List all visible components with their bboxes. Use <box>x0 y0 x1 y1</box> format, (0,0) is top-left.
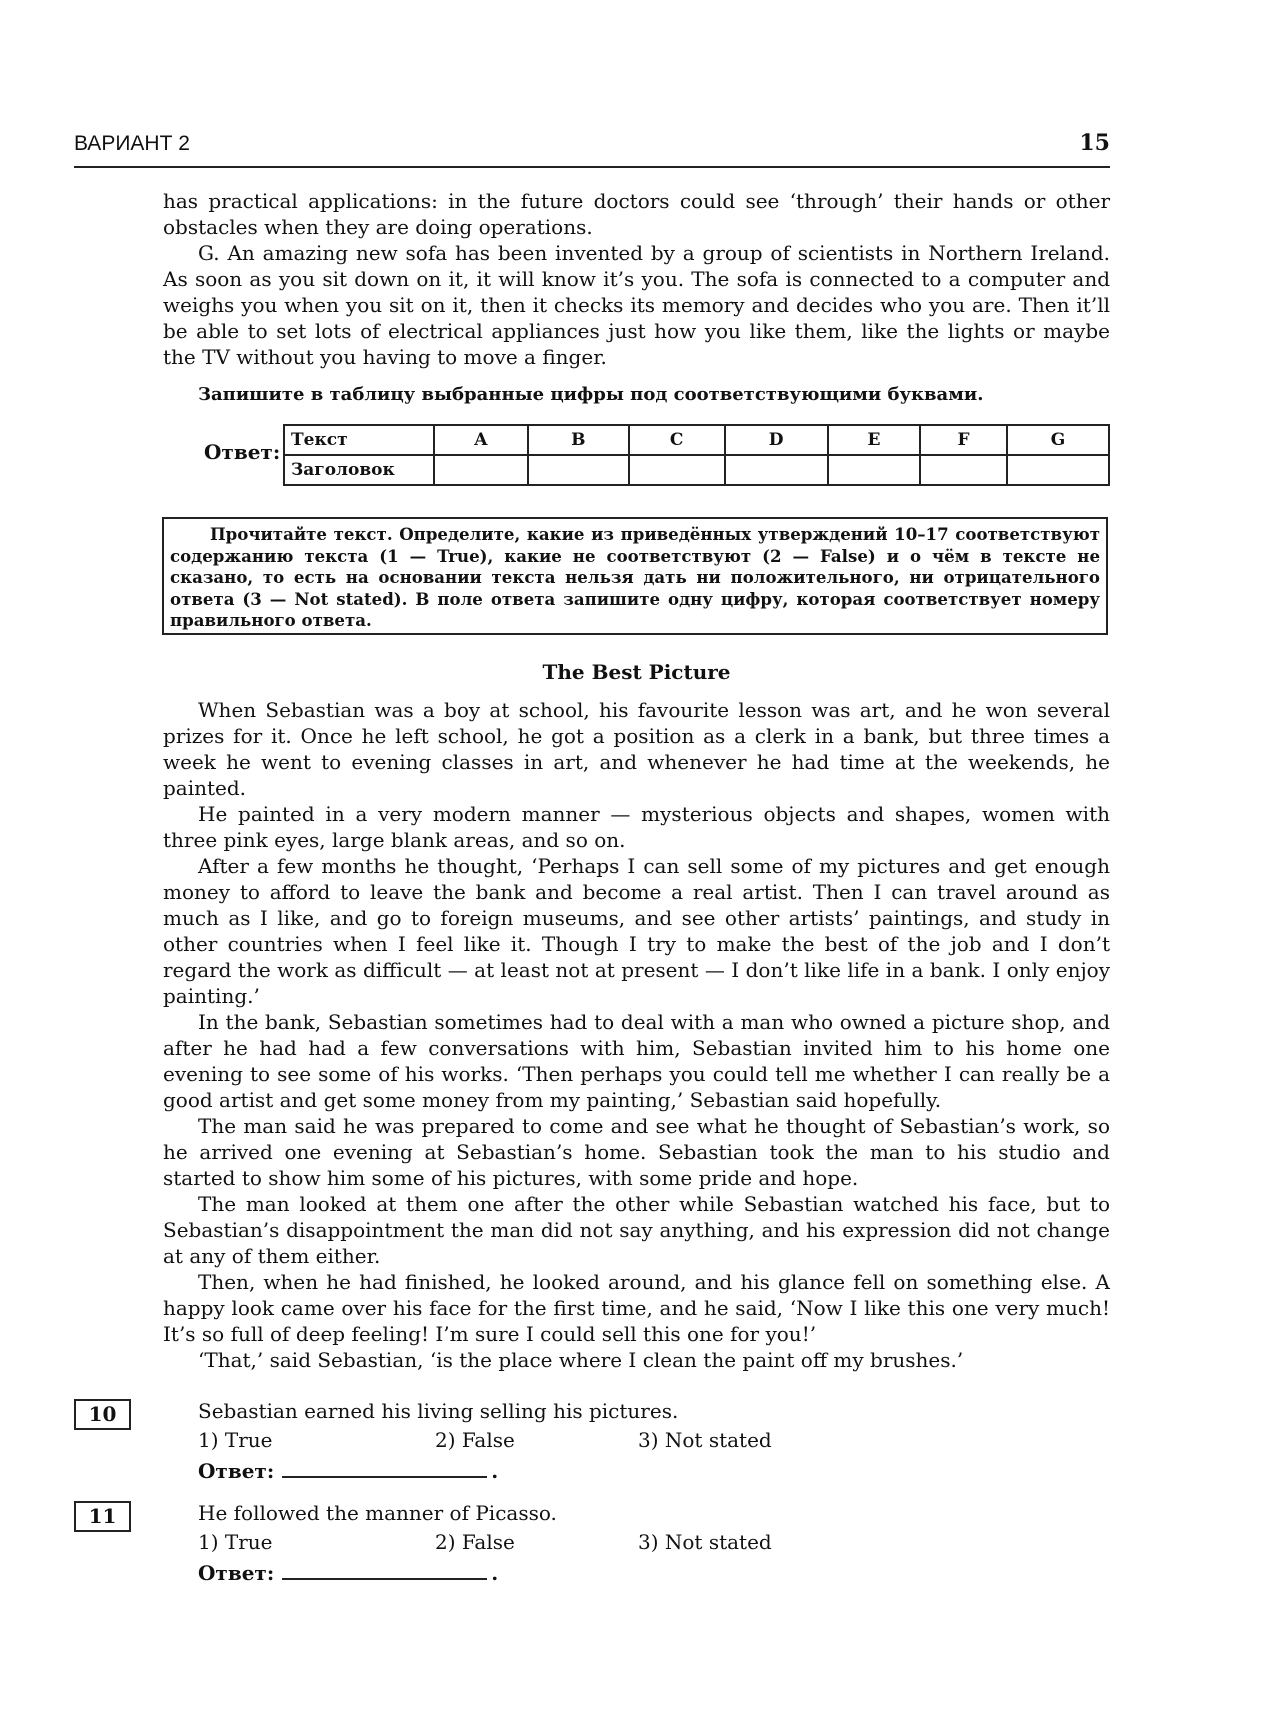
answer-end: . <box>491 1459 499 1483</box>
paragraph-g: G. An amazing new sofa has been invented by a group of scientists in Northern Ireland. As soon as you sit down on it, it will know it’s you. The sofa is connected to a computer and weighs you when you sit on it, then it checks its memory and decides who you are. Then it’ll be able to set lots of electrical appliances just how you like them, like the lights or maybe the TV without you having to move a finger. <box>163 241 1110 369</box>
question-number-10: 10 <box>74 1399 131 1430</box>
answer-cell-c[interactable] <box>629 455 725 485</box>
story-paragraph: After a few months he thought, ‘Perhaps I can sell some of my pictures and get enough money to afford to leave the bank and become a real artist. Then I can travel around as much as I like, and go to foreign museums, and see other artists’ paintings, and study in other countries when I feel like it. Though I try to make the best of the job and I don’t regard the work as difficult — at least not at present — I don’t like life in a bank. I only enjoy painting.’ <box>163 854 1110 1008</box>
option-true[interactable]: 1) True <box>198 1530 273 1554</box>
option-not-stated[interactable]: 3) Not stated <box>638 1530 772 1554</box>
continuation-text <box>163 188 1110 370</box>
story-paragraph: The man looked at them one after the other while Sebastian watched his face, but to Sebastian’s disappointment the man did not say anything, and his expression did not change at any of them either. <box>163 1192 1110 1268</box>
story-paragraph: When Sebastian was a boy at school, his favourite lesson was art, and he won several prizes for it. Once he left school, he got a position as a clerk in a bank, but three times a week he went to evening classes in art, and whenever he had time at the weekends, he painted. <box>163 698 1110 800</box>
answer-cell-e[interactable] <box>828 455 920 485</box>
story-paragraph: The man said he was prepared to come and see what he thought of Sebastian’s work, so he arrived one evening at Sebastian’s home. Sebastian took the man to his studio and started to show him some of his pictures, with some pride and hope. <box>163 1114 1110 1190</box>
answer-table-label: Ответ: <box>204 440 281 464</box>
option-not-stated[interactable]: 3) Not stated <box>638 1428 772 1452</box>
letter-e: E <box>828 425 920 455</box>
table-instruction: Запишите в таблицу выбранные цифры под соответствующими буквами. <box>198 384 984 405</box>
story-paragraph: He painted in a very modern manner — mysterious objects and shapes, women with three pink eyes, large blank areas, and so on. <box>163 802 1110 852</box>
answer-cell-d[interactable] <box>725 455 828 485</box>
task-instruction-box <box>162 517 1108 635</box>
letter-g: G <box>1007 425 1109 455</box>
answer-cell-b[interactable] <box>528 455 629 485</box>
answer-label: Ответ: <box>198 1459 275 1483</box>
table-row <box>284 425 1109 455</box>
answer-cell-a[interactable] <box>434 455 528 485</box>
story-paragraph: Then, when he had finished, he looked around, and his glance fell on something else. A happy look came over his face for the first time, and he said, ‘Now I like this one very much! It’s so full of deep feeling! I’m sure I could sell this one for you!’ <box>163 1270 1110 1346</box>
story-text <box>163 697 1110 1373</box>
story-title: The Best Picture <box>542 660 731 684</box>
question-number-11: 11 <box>74 1501 131 1532</box>
answer-table <box>283 424 1110 486</box>
option-false[interactable]: 2) False <box>435 1428 515 1452</box>
paragraph-f-continued: has practical applications: in the future doctors could see ‘through’ their hands or other obstacles when they are doing operations. <box>163 189 1110 239</box>
answer-line-10 <box>198 1458 498 1483</box>
option-true[interactable]: 1) True <box>198 1428 273 1452</box>
letter-d: D <box>725 425 828 455</box>
letter-a: A <box>434 425 528 455</box>
answer-end: . <box>491 1561 499 1585</box>
answer-line-11 <box>198 1560 498 1585</box>
page-number: 15 <box>1079 130 1110 156</box>
option-false[interactable]: 2) False <box>435 1530 515 1554</box>
story-paragraph: In the bank, Sebastian sometimes had to deal with a man who owned a picture shop, and after he had had a few conversations with him, Sebastian invited him to his home one evening to see some of his works. ‘Then perhaps you could tell me whether I can really be a good artist and get some money from my painting,’ Sebastian said hopefully. <box>163 1010 1110 1112</box>
answer-input-11[interactable] <box>282 1560 487 1580</box>
letter-f: F <box>920 425 1007 455</box>
task-instruction-text: Прочитайте текст. Определите, какие из приведённых утверждений 10–17 соответствуют содержанию текста (1 — True), какие не соответствуют (2 — False) и о чём в тексте не сказано, то есть на основании текста нельзя дать ни положительного, ни отрицательного ответа (3 — Not stated). В поле ответа запишите одну цифру, которая соответствует номеру правильного ответа. <box>170 524 1100 630</box>
variant-label: ВАРИАНТ 2 <box>74 132 190 155</box>
question-text-10: Sebastian earned his living selling his pictures. <box>198 1399 679 1423</box>
letter-c: C <box>629 425 725 455</box>
table-row <box>284 455 1109 485</box>
answer-cell-f[interactable] <box>920 455 1007 485</box>
question-text-11: He followed the manner of Picasso. <box>198 1501 557 1525</box>
answer-input-10[interactable] <box>282 1458 487 1478</box>
story-paragraph: ‘That,’ said Sebastian, ‘is the place where I clean the paint off my brushes.’ <box>198 1348 964 1372</box>
row-label-heading: Заголовок <box>284 455 434 485</box>
page-header <box>74 128 1110 168</box>
letter-b: B <box>528 425 629 455</box>
answer-label: Ответ: <box>198 1561 275 1585</box>
answer-cell-g[interactable] <box>1007 455 1109 485</box>
row-label-text: Текст <box>284 425 434 455</box>
